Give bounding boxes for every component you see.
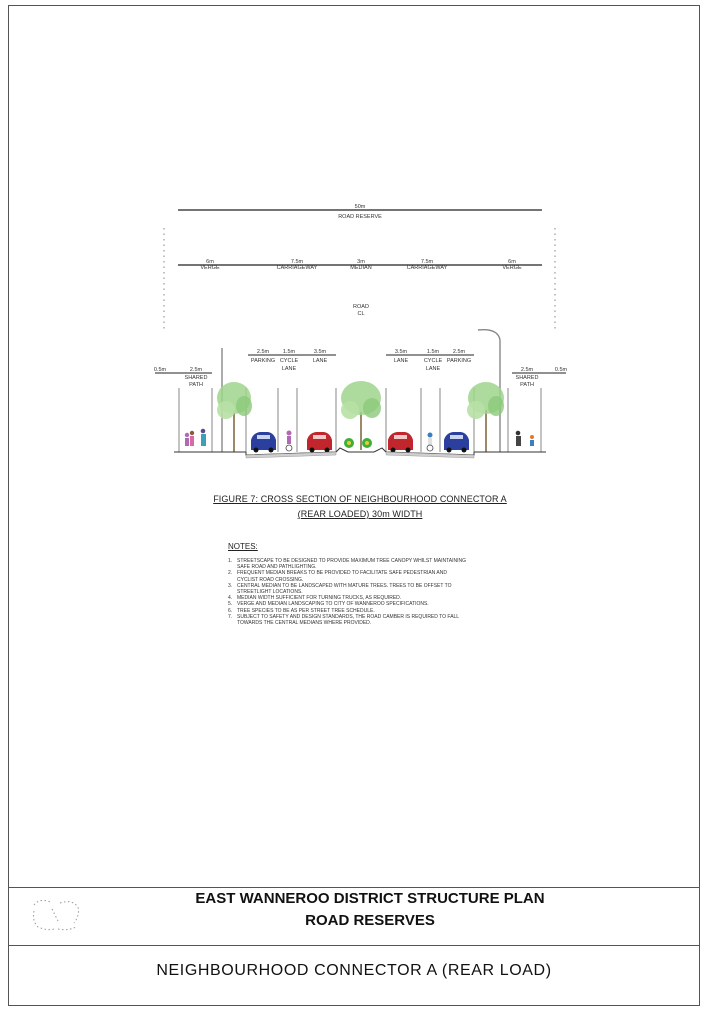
left-cycle-label: CYCLE <box>279 358 299 364</box>
note-item: 2. FREQUENT MEDIAN BREAKS TO BE PROVIDED TO FACILITATE SAFE PEDESTRIAN AND CYCLIST ROAD CROSSING. <box>228 570 447 583</box>
left-outer-width: 0.5m <box>153 367 167 373</box>
right-shared-label: SHARED <box>515 375 539 381</box>
carriageway-right-width: 7.5m <box>420 259 434 265</box>
left-lane-width: 3.5m <box>313 349 327 355</box>
car-right-travel <box>388 432 413 453</box>
centreline-label: CL <box>357 311 365 317</box>
road-reserve-label: ROAD RESERVE <box>338 214 382 220</box>
left-shared-label: SHARED <box>184 375 208 381</box>
car-right-parked <box>444 432 469 453</box>
left-lane-label: LANE <box>312 358 328 364</box>
city-logo-icon <box>28 895 84 935</box>
left-cycle-width: 1.5m <box>282 349 296 355</box>
titleblock-top-line <box>8 887 700 888</box>
left-path-label: PATH <box>189 382 203 388</box>
figure-title-line2: (REAR LOADED) 30m WIDTH <box>297 509 423 519</box>
titleblock-divider-line <box>8 945 700 946</box>
median-width: 3m <box>357 259 365 265</box>
note-item: 1. STREETSCAPE TO BE DESIGNED TO PROVIDE MAXIMUM TREE CANOPY WHILST MAINTAINING SAFE ROAD AND PATHLIGHTING. <box>228 558 467 571</box>
note-item: 7. SUBJECT TO SAFETY AND DESIGN STANDARDS, THE ROAD CAMBER IS REQUIRED TO FALL TOWARDS THE CENTRAL MEDIANS WHERE PROVIDED. <box>228 613 459 627</box>
road-label: ROAD <box>353 304 369 310</box>
verge-right-width: 6m <box>508 259 516 265</box>
note-item: 3. CENTRAL MEDIAN TO BE LANDSCAPED WITH MATURE TREES. TREES TO BE OFFSET TO STREETLIGHT LOCATIONS. <box>228 582 452 596</box>
car-left-parked <box>251 432 276 453</box>
titleblock-line2: ROAD RESERVES <box>305 912 435 929</box>
left-cycle-lane-label: LANE <box>281 366 297 372</box>
carriageway-left-width: 7.5m <box>290 259 304 265</box>
right-parking-width: 2.5m <box>452 349 466 355</box>
note-item: 6. TREE SPECIES TO BE AS PER STREET TREE SCHEDULE. <box>228 607 375 614</box>
right-lane-label: LANE <box>393 358 409 364</box>
right-parking-label: PARKING <box>446 358 472 364</box>
carriageway-left-label: CARRIAGEWAY <box>276 265 318 271</box>
road-reserve-width: 50m <box>354 204 366 210</box>
right-path-label: PATH <box>520 382 534 388</box>
right-shared-path-width: 2.5m <box>520 367 534 373</box>
right-lane-width: 3.5m <box>394 349 408 355</box>
tree-right <box>467 382 504 452</box>
sheet-title: NEIGHBOURHOOD CONNECTOR A (REAR LOAD) <box>156 962 552 979</box>
verge-right-label: VERGE <box>502 265 522 271</box>
figure-title-line1: FIGURE 7: CROSS SECTION OF NEIGHBOURHOOD CONNECTOR A <box>213 494 507 504</box>
verge-left-label: VERGE <box>200 265 220 271</box>
pavement-fill <box>246 452 474 458</box>
carriageway-right-label: CARRIAGEWAY <box>406 265 448 271</box>
notes-list <box>228 558 468 626</box>
notes-heading: NOTES: <box>228 542 258 551</box>
note-item: 4. MEDIAN WIDTH SUFFICIENT FOR TURNING TRUCKS, AS REQUIRED. <box>228 595 402 602</box>
pedestrians-left <box>185 429 206 446</box>
cyclist-left <box>286 431 292 452</box>
cyclist-right <box>427 433 433 452</box>
right-outer-width: 0.5m <box>554 367 568 373</box>
right-cycle-width: 1.5m <box>426 349 440 355</box>
titleblock-line1: EAST WANNEROO DISTRICT STRUCTURE PLAN <box>195 890 545 907</box>
note-item: 5. VERGE AND MEDIAN LANDSCAPING TO CITY OF WANNEROO SPECIFICATIONS. <box>228 601 429 608</box>
right-cycle-label: CYCLE <box>423 358 443 364</box>
left-parking-label: PARKING <box>250 358 276 364</box>
median-shrubs <box>344 438 372 448</box>
left-parking-width: 2.5m <box>256 349 270 355</box>
left-shared-path-width: 2.5m <box>189 367 203 373</box>
median-label: MEDIAN <box>350 265 372 271</box>
right-cycle-lane-label: LANE <box>425 366 441 372</box>
verge-left-width: 6m <box>206 259 214 265</box>
pedestrians-right <box>516 431 534 446</box>
car-left-travel <box>307 432 332 453</box>
